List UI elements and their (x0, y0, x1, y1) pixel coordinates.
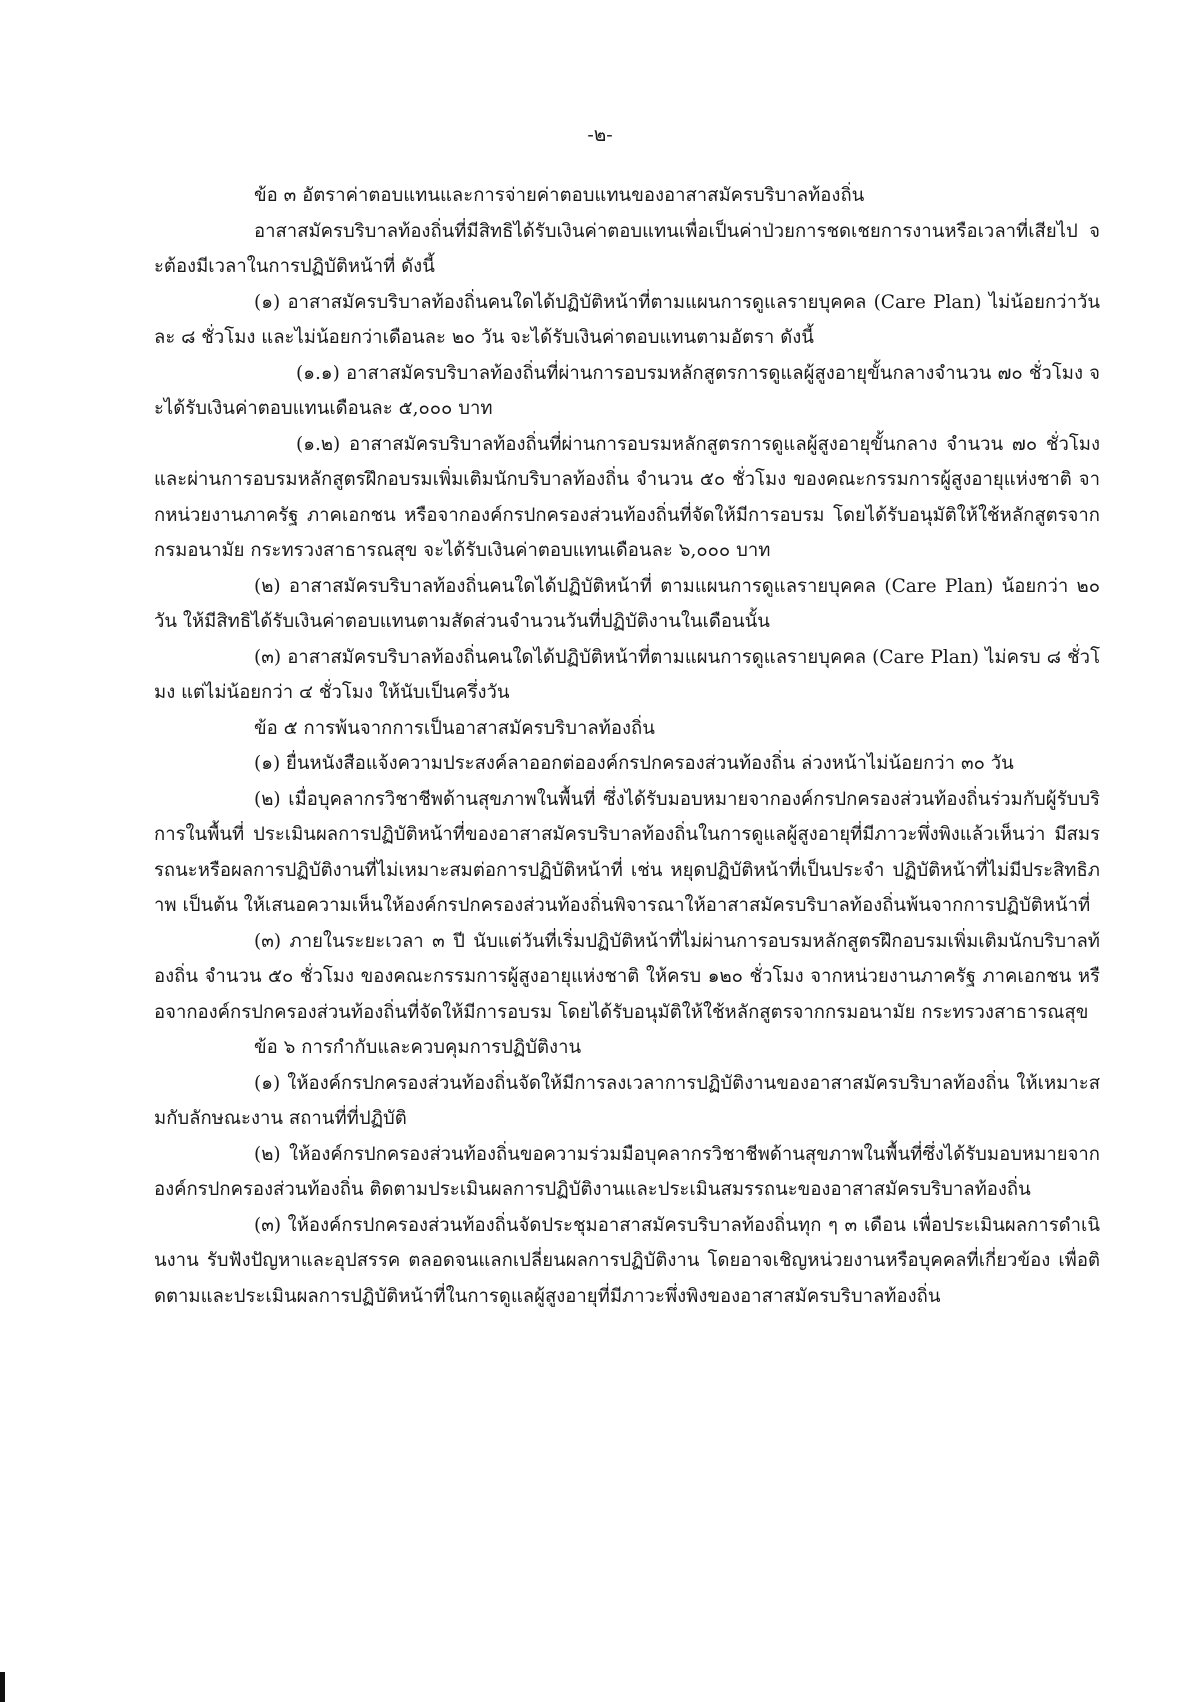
paragraph: (๓) ภายในระยะเวลา ๓ ปี นับแต่วันที่เริ่มปฏิบัติหน้าที่ไม่ผ่านการอบรมหลักสูตรฝึกอบรมเพิ่มเติมนักบริบาลท้องถิ่น จำนวน ๕๐ ชั่วโมง ของคณะกรรมการผู้สูงอายุแห่งชาติ ให้ครบ ๑๒๐ ชั่วโมง จากหน่วยงานภาครัฐ ภาคเอกชน หรือจากองค์กรปกครองส่วนท้องถิ่นที่จัดให้มีการอบรม โดยได้รับอนุมัติให้ใช้หลักสูตรจากกรมอนามัย กระทรวงสาธารณสุข (154, 930, 1100, 1023)
paragraph: (๓) อาสาสมัครบริบาลท้องถิ่นคนใดได้ปฏิบัติหน้าที่ตามแผนการดูแลรายบุคคล (Care Plan) ไม่ครบ ๘ ชั่วโมง แต่ไม่น้อยกว่า ๔ ชั่วโมง ให้นับเป็นครึ่งวัน (154, 646, 1100, 703)
paragraph: (๑.๒) อาสาสมัครบริบาลท้องถิ่นที่ผ่านการอบรมหลักสูตรการดูแลผู้สูงอายุขั้นกลาง จำนวน ๗๐ ชั่วโมง และผ่านการอบรมหลักสูตรฝึกอบรมเพิ่มเติมนักบริบาลท้องถิ่น จำนวน ๕๐ ชั่วโมง ของคณะกรรมการผู้สูงอายุแห่งชาติ จากหน่วยงานภาครัฐ ภาคเอกชน หรือจากองค์กรปกครองส่วนท้องถิ่นที่จัดให้มีการอบรม โดยได้รับอนุมัติให้ใช้หลักสูตรจากกรมอนามัย กระทรวงสาธารณสุข จะได้รับเงินค่าตอบแทนเดือนละ ๖,๐๐๐ บาท (154, 433, 1100, 561)
paragraph: (๑) ยื่นหนังสือแจ้งความประสงค์ลาออกต่อองค์กรปกครองส่วนท้องถิ่น ล่วงหน้าไม่น้อยกว่า ๓๐ วัน (254, 753, 1014, 774)
paragraph: (๒) เมื่อบุคลากรวิชาชีพด้านสุขภาพในพื้นที่ ซึ่งได้รับมอบหมายจากองค์กรปกครองส่วนท้องถิ่นร่วมกับผู้รับบริการในพื้นที่ ประเมินผลการปฏิบัติหน้าที่ของอาสาสมัครบริบาลท้องถิ่นในการดูแลผู้สูงอายุที่มีภาวะพึ่งพิงแล้วเห็นว่า มีสมรรถนะหรือผลการปฏิบัติงานที่ไม่เหมาะสมต่อการปฏิบัติหน้าที่ เช่น หยุดปฏิบัติหน้าที่เป็นประจำ ปฏิบัติหน้าที่ไม่มีประสิทธิภาพ เป็นต้น ให้เสนอความเห็นให้องค์กรปกครองส่วนท้องถิ่นพิจารณาให้อาสาสมัครบริบาลท้องถิ่นพ้นจากการปฏิบัติหน้าที่ (154, 788, 1100, 916)
document-body (154, 178, 1100, 1314)
paragraph: (๑.๑) อาสาสมัครบริบาลท้องถิ่นที่ผ่านการอบรมหลักสูตรการดูแลผู้สูงอายุขั้นกลางจำนวน ๗๐ ชั่วโมง จะได้รับเงินค่าตอบแทนเดือนละ ๕,๐๐๐ บาท (154, 362, 1100, 419)
paragraph: (๓) ให้องค์กรปกครองส่วนท้องถิ่นจัดประชุมอาสาสมัครบริบาลท้องถิ่นทุก ๆ ๓ เดือน เพื่อประเมินผลการดำเนินงาน รับฟังปัญหาและอุปสรรค ตลอดจนแลกเปลี่ยนผลการปฏิบัติงาน โดยอาจเชิญหน่วยงานหรือบุคคลที่เกี่ยวข้อง เพื่อติดตามและประเมินผลการปฏิบัติหน้าที่ในการดูแลผู้สูงอายุที่มีภาวะพึ่งพิงของอาสาสมัครบริบาลท้องถิ่น (154, 1214, 1100, 1307)
paragraph: ข้อ ๖ การกำกับและควบคุมการปฏิบัติงาน (254, 1037, 582, 1058)
scan-edge-mark (0, 1672, 5, 1702)
page-number: -๒- (587, 124, 613, 146)
paragraph: (๑) อาสาสมัครบริบาลท้องถิ่นคนใดได้ปฏิบัติหน้าที่ตามแผนการดูแลรายบุคคล (Care Plan) ไม่น้อยกว่าวันละ ๘ ชั่วโมง และไม่น้อยกว่าเดือนละ ๒๐ วัน จะได้รับเงินค่าตอบแทนตามอัตรา ดังนี้ (154, 291, 1100, 348)
paragraph: (๑) ให้องค์กรปกครองส่วนท้องถิ่นจัดให้มีการลงเวลาการปฏิบัติงานของอาสาสมัครบริบาลท้องถิ่น ให้เหมาะสมกับลักษณะงาน สถานที่ที่ปฏิบัติ (154, 1072, 1100, 1129)
paragraph: ข้อ ๓ อัตราค่าตอบแทนและการจ่ายค่าตอบแทนของอาสาสมัครบริบาลท้องถิ่น (254, 185, 865, 206)
paragraph: (๒) ให้องค์กรปกครองส่วนท้องถิ่นขอความร่วมมือบุคลากรวิชาชีพด้านสุขภาพในพื้นที่ซึ่งได้รับมอบหมายจากองค์กรปกครองส่วนท้องถิ่น ติดตามประเมินผลการปฏิบัติงานและประเมินสมรรถนะของอาสาสมัครบริบาลท้องถิ่น (154, 1143, 1100, 1200)
paragraph: ข้อ ๕ การพ้นจากการเป็นอาสาสมัครบริบาลท้องถิ่น (254, 717, 655, 739)
paragraph: (๒) อาสาสมัครบริบาลท้องถิ่นคนใดได้ปฏิบัติหน้าที่ ตามแผนการดูแลรายบุคคล (Care Plan) น้อยกว่า ๒๐ วัน ให้มีสิทธิได้รับเงินค่าตอบแทนตามสัดส่วนจำนวนวันที่ปฏิบัติงานในเดือนนั้น (154, 575, 1100, 632)
paragraph: อาสาสมัครบริบาลท้องถิ่นที่มีสิทธิได้รับเงินค่าตอบแทนเพื่อเป็นค่าป่วยการชดเชยการงานหรือเวลาที่เสียไป จะต้องมีเวลาในการปฏิบัติหน้าที่ ดังนี้ (154, 220, 1100, 277)
